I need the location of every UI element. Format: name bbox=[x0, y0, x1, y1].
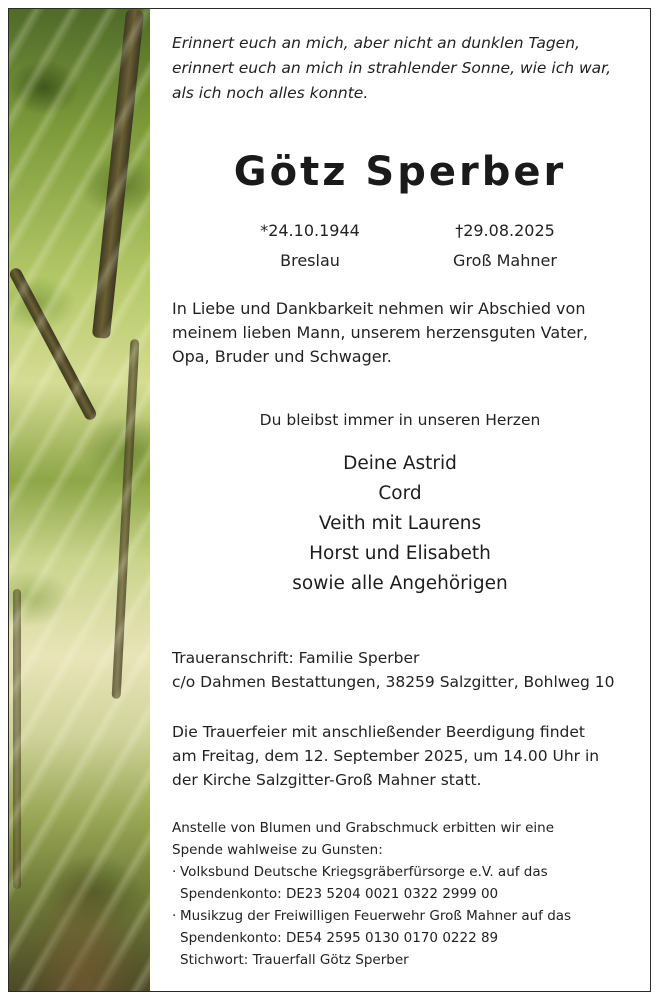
death-info bbox=[440, 216, 570, 276]
motto: Du bleibst immer in unseren Herzen bbox=[259, 411, 541, 429]
mourner: Horst und Elisabeth bbox=[309, 543, 491, 564]
notice-text bbox=[150, 9, 650, 991]
mourner: Cord bbox=[378, 483, 422, 504]
donation-option bbox=[172, 905, 642, 927]
mourning-address bbox=[172, 646, 647, 694]
mourner: Deine Astrid bbox=[343, 453, 457, 474]
farewell-line: meinem lieben Mann, unserem herzensguten Vater, bbox=[172, 323, 588, 342]
poem bbox=[172, 31, 642, 106]
poem-line: erinnert euch an mich in strahlender Sonne, wie ich war, bbox=[172, 59, 612, 77]
address-line: c/o Dahmen Bestattungen, 38259 Salzgitter, Bohlweg 10 bbox=[172, 673, 615, 691]
farewell-line: Opa, Bruder und Schwager. bbox=[172, 347, 392, 366]
poem-line: Erinnert euch an mich, aber nicht an dunklen Tagen, bbox=[172, 34, 580, 52]
donation-intro-line: Anstelle von Blumen und Grabschmuck erbitten wir eine bbox=[172, 820, 555, 836]
donation-intro-line: Spende wahlweise zu Gunsten: bbox=[172, 842, 383, 858]
donation-option-line: Volksbund Deutsche Kriegsgräberfürsorge e.V. auf das bbox=[180, 864, 548, 880]
mourner: sowie alle Angehörigen bbox=[292, 573, 508, 594]
donation-account: Spendenkonto: DE54 2595 0130 0170 0222 89 bbox=[180, 930, 499, 946]
address-line: Traueranschrift: Familie Sperber bbox=[172, 649, 420, 667]
funeral-info bbox=[172, 720, 647, 792]
bullet: · bbox=[172, 864, 177, 880]
donation-account: Spendenkonto: DE23 5204 0021 0322 2999 00 bbox=[180, 886, 499, 902]
obituary-notice bbox=[8, 8, 651, 992]
poem-line: als ich noch alles konnte. bbox=[172, 84, 369, 102]
donation-info bbox=[172, 817, 642, 971]
forest-path bbox=[29, 861, 139, 991]
birth-place: Breslau bbox=[280, 251, 340, 270]
bullet: · bbox=[172, 908, 177, 924]
farewell-line: In Liebe und Dankbarkeit nehmen wir Abschied von bbox=[172, 299, 586, 318]
deceased-name: Götz Sperber bbox=[233, 149, 567, 195]
funeral-line: der Kirche Salzgitter-Groß Mahner statt. bbox=[172, 771, 482, 789]
funeral-line: Die Trauerfeier mit anschließender Beerdigung findet bbox=[172, 723, 585, 741]
birth-info bbox=[245, 216, 375, 276]
forest-sunlight-image bbox=[9, 9, 150, 991]
funeral-line: am Freitag, dem 12. September 2025, um 14.00 Uhr in bbox=[172, 747, 600, 765]
mourners-list bbox=[150, 449, 650, 599]
death-date: †29.08.2025 bbox=[455, 221, 555, 240]
donation-option-line: Musikzug der Freiwilligen Feuerwehr Groß Mahner auf das bbox=[180, 908, 572, 924]
donation-keyword: Stichwort: Trauerfall Götz Sperber bbox=[180, 952, 409, 968]
donation-option bbox=[172, 861, 642, 883]
farewell-text bbox=[172, 297, 642, 369]
sun-rays bbox=[9, 9, 150, 991]
death-place: Groß Mahner bbox=[453, 251, 557, 270]
birth-date: *24.10.1944 bbox=[260, 221, 360, 240]
mourner: Veith mit Laurens bbox=[318, 513, 482, 534]
